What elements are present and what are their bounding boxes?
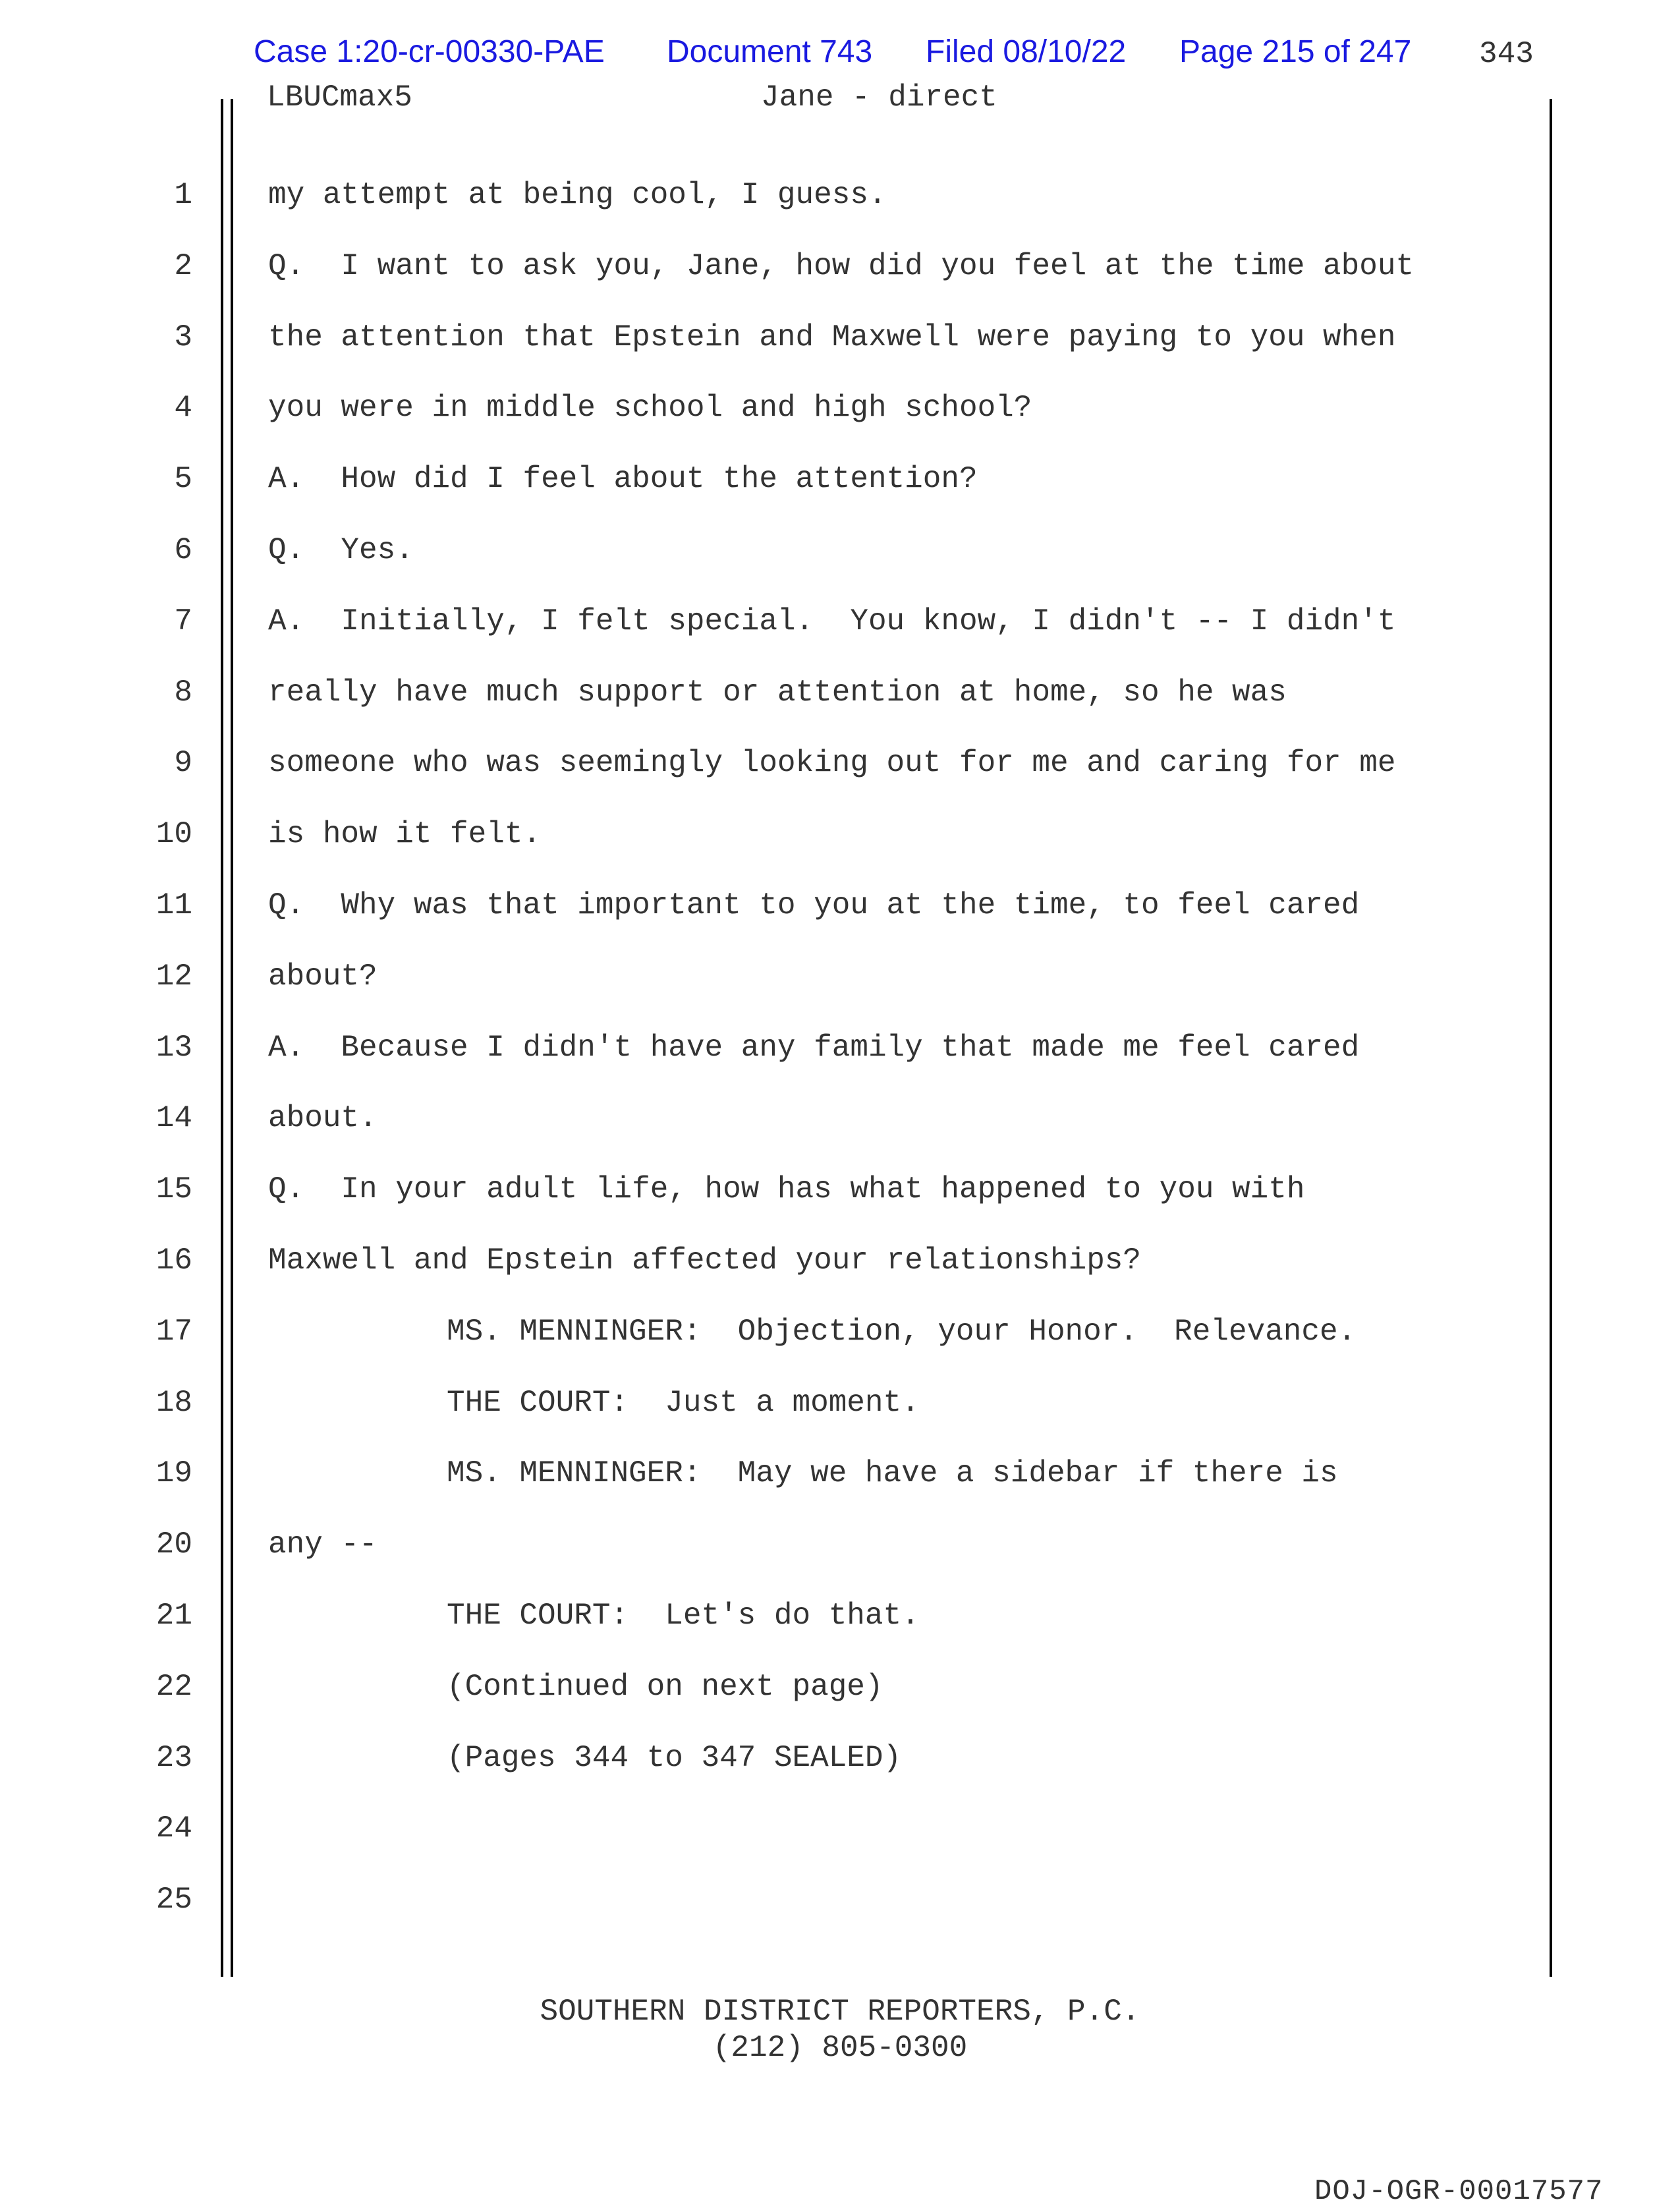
line-text: THE COURT: Let's do that.	[447, 1599, 920, 1633]
line-number: 24	[155, 1811, 192, 1846]
line-number: 8	[174, 675, 192, 710]
line-text: A. Because I didn't have any family that made me feel cared	[268, 1031, 1360, 1065]
line-number: 25	[155, 1883, 192, 1917]
line-number: 21	[155, 1599, 192, 1633]
line-number: 5	[174, 462, 192, 496]
line-text: Q. I want to ask you, Jane, how did you feel at the time about	[268, 249, 1414, 283]
line-number: 20	[155, 1527, 192, 1562]
line-text: THE COURT: Just a moment.	[447, 1386, 920, 1420]
line-number: 12	[155, 959, 192, 994]
line-text: (Continued on next page)	[447, 1670, 883, 1704]
line-text: A. Initially, I felt special. You know, I didn't -- I didn't	[268, 604, 1396, 638]
pdf-page-count: Page 215 of 247	[1179, 34, 1412, 69]
footer-phone: (212) 805-0300	[712, 2031, 968, 2065]
bates-number: DOJ-OGR-00017577	[1314, 2175, 1604, 2208]
line-text: my attempt at being cool, I guess.	[268, 178, 887, 212]
filed-date: Filed 08/10/22	[926, 34, 1127, 69]
line-number: 14	[155, 1101, 192, 1135]
line-number: 19	[155, 1456, 192, 1490]
transcript-page-number: 343	[1479, 37, 1534, 71]
line-number: 11	[155, 888, 192, 922]
document-number: Document 743	[667, 34, 873, 69]
line-number: 3	[174, 320, 192, 354]
line-number: 10	[155, 817, 192, 851]
case-number: Case 1:20-cr-00330-PAE	[254, 34, 605, 69]
line-text: Q. In your adult life, how has what happened to you with	[268, 1172, 1305, 1206]
right-margin-rule	[1550, 99, 1552, 1977]
line-text: MS. MENNINGER: Objection, your Honor. Relevance.	[447, 1315, 1357, 1349]
line-number: 16	[155, 1243, 192, 1278]
footer-reporter: SOUTHERN DISTRICT REPORTERS, P.C.	[540, 1995, 1140, 2029]
line-text: someone who was seemingly looking out for me and caring for me	[268, 746, 1396, 780]
line-text: Q. Yes.	[268, 533, 414, 567]
line-number: 9	[174, 746, 192, 780]
line-number: 22	[155, 1670, 192, 1704]
line-number: 17	[155, 1315, 192, 1349]
line-text: about?	[268, 959, 378, 994]
header-witness: Jane - direct	[761, 80, 997, 115]
line-number: 1	[174, 178, 192, 212]
header-session-code: LBUCmax5	[267, 80, 412, 115]
line-number: 15	[155, 1172, 192, 1206]
line-number: 7	[174, 604, 192, 638]
line-number: 18	[155, 1386, 192, 1420]
line-number: 6	[174, 533, 192, 567]
line-number: 2	[174, 249, 192, 283]
line-text: Q. Why was that important to you at the time, to feel cared	[268, 888, 1360, 922]
line-text: Maxwell and Epstein affected your relationships?	[268, 1243, 1142, 1278]
line-text: A. How did I feel about the attention?	[268, 462, 978, 496]
line-text: the attention that Epstein and Maxwell were paying to you when	[268, 320, 1396, 354]
line-text: is how it felt.	[268, 817, 542, 851]
case-stamp	[0, 29, 1680, 75]
left-margin-rule-inner	[231, 99, 233, 1977]
line-text: you were in middle school and high school?	[268, 391, 1032, 425]
line-text: (Pages 344 to 347 SEALED)	[447, 1741, 902, 1775]
line-number: 23	[155, 1741, 192, 1775]
line-text: about.	[268, 1101, 378, 1135]
line-text: MS. MENNINGER: May we have a sidebar if there is	[447, 1456, 1338, 1490]
line-text: any --	[268, 1527, 378, 1562]
left-margin-rule-outer	[221, 99, 223, 1977]
line-number: 4	[174, 391, 192, 425]
line-text: really have much support or attention at home, so he was	[268, 675, 1287, 710]
line-number: 13	[155, 1031, 192, 1065]
